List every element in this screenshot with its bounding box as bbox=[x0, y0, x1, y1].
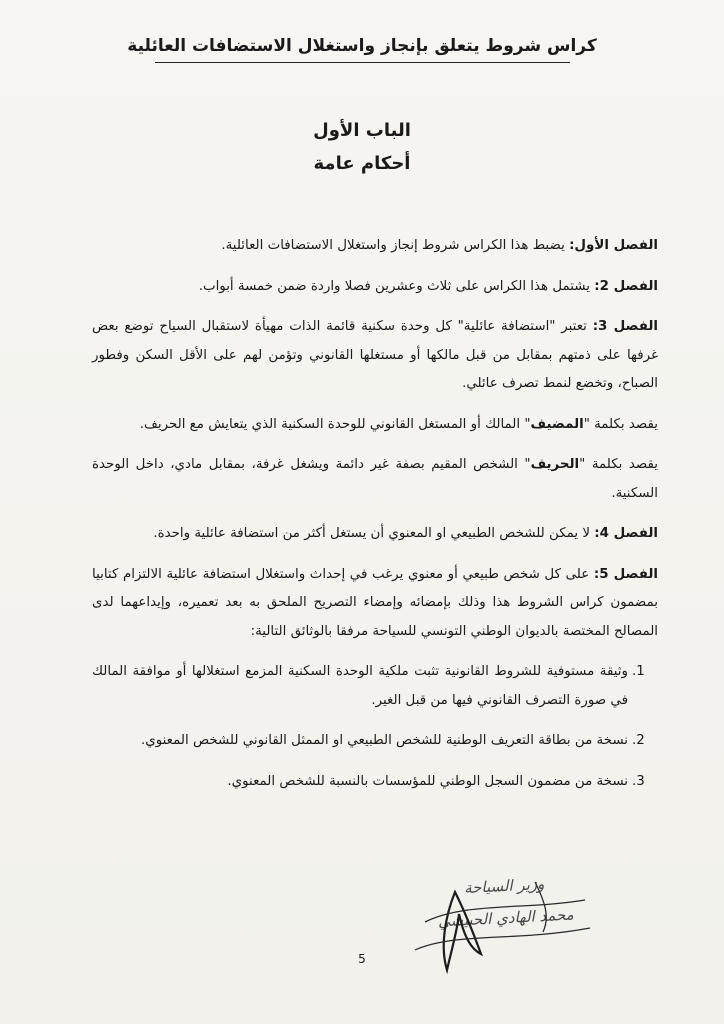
article-text: يضبط هذا الكراس شروط إنجاز واستغلال الاستضافات العائلية. bbox=[221, 238, 570, 253]
list-item bbox=[92, 768, 658, 797]
definition-client bbox=[92, 451, 658, 508]
definition-text-before: يقصد بكلمة " bbox=[583, 416, 658, 432]
definition-term: الحريف bbox=[530, 457, 580, 472]
article-4 bbox=[92, 520, 658, 549]
document-title: كراس شروط يتعلق بإنجاز واستغلال الاستضافات العائلية bbox=[127, 36, 597, 56]
article-5 bbox=[92, 561, 658, 647]
list-item-number: 3. bbox=[632, 773, 645, 789]
article-label: الفصل 2: bbox=[594, 278, 658, 294]
list-item bbox=[92, 727, 658, 756]
title-underline bbox=[155, 62, 570, 63]
list-item-text: وثيقة مستوفية للشروط القانونية تثبت ملكية الوحدة السكنية المزمع استغلالها أو موافقة المالك في صورة التصرف القانوني فيها من قبل الغير. bbox=[92, 664, 628, 708]
article-label: الفصل الأول: bbox=[569, 238, 658, 253]
list-item-text: نسخة من مضمون السجل الوطني للمؤسسات بالنسبة للشخص المعنوي. bbox=[227, 773, 628, 789]
article-label: الفصل 4: bbox=[594, 526, 658, 541]
signature-line: محمد الهادي الحبيشي bbox=[437, 905, 575, 931]
definition-term: المضيف bbox=[530, 416, 584, 432]
list-item-number: 1. bbox=[632, 664, 645, 679]
article-text: لا يمكن للشخص الطبيعي او المعنوي أن يستغل أكثر من استضافة عائلية واحدة. bbox=[153, 526, 595, 541]
chapter-number: الباب الأول bbox=[313, 120, 411, 141]
list-item-number: 2. bbox=[632, 733, 645, 748]
chapter-title: أحكام عامة bbox=[313, 153, 411, 174]
article-text: تعتبر "استضافة عائلية" كل وحدة سكنية قائمة الذات مهيأة لاستقبال السياح توضع بعض غرفها على ذمتهم بمقابل من قبل مالكها أو مستغلها القانوني وتؤمن لهم على الأقل السكن وفطور الصباح، وتخضع لنمط تصرف عائلي. bbox=[92, 319, 658, 391]
article-label: الفصل 5: bbox=[593, 566, 658, 582]
signature-line: وزير السياحة bbox=[463, 874, 545, 898]
article-2 bbox=[92, 273, 658, 302]
definition-host bbox=[92, 411, 658, 440]
page-number: 5 bbox=[358, 952, 366, 966]
article-label: الفصل 3: bbox=[592, 319, 658, 334]
document-body bbox=[92, 232, 658, 808]
definition-text-after: " الشخص المقيم بصفة غير دائمة ويشغل غرفة، بمقابل مادي، داخل الوحدة السكنية. bbox=[92, 457, 658, 501]
article-3 bbox=[92, 313, 658, 399]
article-1 bbox=[92, 232, 658, 261]
required-documents-list bbox=[92, 658, 658, 796]
definition-text-after: " المالك أو المستغل القانوني للوحدة السكنية الذي يتعايش مع الحريف. bbox=[139, 416, 531, 432]
definition-text-before: يقصد بكلمة " bbox=[579, 457, 658, 472]
article-text: على كل شخص طبيعي أو معنوي يرغب في إحداث واستغلال استضافة عائلية الالتزام كتابيا بمضمون كراس الشروط هذا وذلك بإمضائه وإمضاء التصريح الملحق به بعد تعميره، وإيداعهما لدى المصالح المختصة بالديوان الوطني التونسي للسياحة مرفقا بالوثائق التالية: bbox=[92, 566, 658, 639]
article-text: يشتمل هذا الكراس على ثلاث وعشرين فصلا واردة ضمن خمسة أبواب. bbox=[198, 278, 595, 294]
list-item-text: نسخة من بطاقة التعريف الوطنية للشخص الطبيعي او الممثل القانوني للشخص المعنوي. bbox=[140, 733, 628, 748]
list-item bbox=[92, 658, 658, 715]
